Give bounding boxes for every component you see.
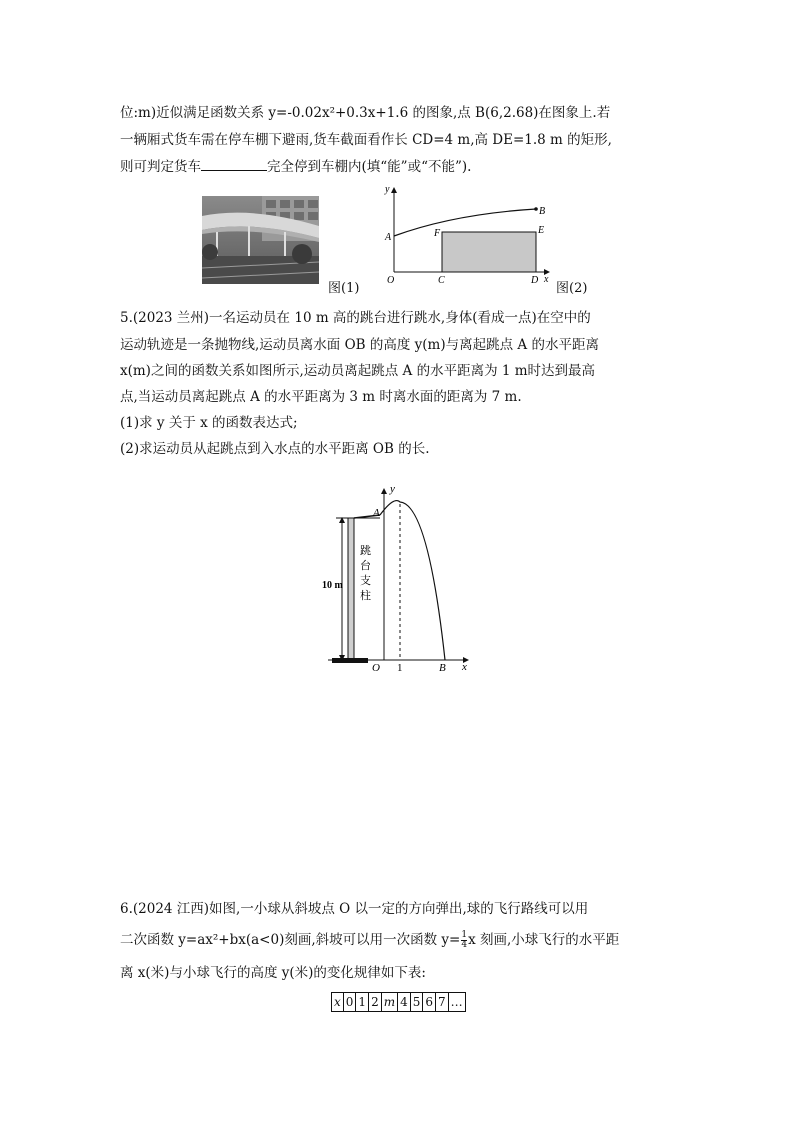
fig1-caption: 图(1) — [328, 281, 360, 296]
p5-question-1: (1)求 y 关于 x 的函数表达式; — [120, 415, 298, 431]
dive-label-height: 10 m — [322, 580, 343, 591]
fig2-label-B: B — [539, 206, 546, 217]
fig2-label-A: A — [385, 232, 392, 243]
tower-pillar — [348, 518, 354, 660]
table-cell: m — [381, 993, 397, 1012]
fraction-denominator: 4 — [461, 940, 468, 950]
fig2-label-F: F — [434, 228, 441, 239]
p4-line-3 — [120, 157, 471, 176]
dive-label-B: B — [439, 662, 446, 674]
p5-line-4: 点,当运动员离起跳点 A 的水平距离为 3 m 时离水面的距离为 7 m. — [120, 389, 522, 405]
fig2-label-C: C — [438, 275, 445, 286]
p5-line-1: 5.(2023 兰州)一名运动员在 10 m 高的跳台进行跳水,身体(看成一点)在空中的 — [120, 310, 591, 326]
p6-line-3: 离 x(米)与小球飞行的高度 y(米)的变化规律如下表: — [120, 965, 426, 981]
table-cell: 0 — [343, 993, 356, 1012]
dive-label-1: 1 — [397, 662, 403, 674]
table-cell: 1 — [356, 993, 369, 1012]
fig2-caption: 图(2) — [556, 281, 588, 296]
table-cell: 5 — [410, 993, 423, 1012]
diving-figure — [318, 484, 478, 676]
p5-question-2: (2)求运动员从起跳点到入水点的水平距离 OB 的长. — [120, 441, 430, 457]
dive-label-y: y — [390, 484, 395, 495]
p4-line-1: 位:m)近似满足函数关系 y=-0.02x²+0.3x+1.6 的图象,点 B(6,2.68)在图象上.若 — [120, 105, 611, 121]
fig2-label-y: y — [385, 184, 390, 195]
dive-label-x: x — [462, 661, 467, 673]
carport-photo — [202, 196, 319, 284]
p4-line-3-a: 则可判定货车 — [120, 159, 201, 175]
table-row — [332, 993, 466, 1012]
fig2-label-O: O — [387, 275, 395, 286]
tower-char-1: 跳 — [360, 545, 371, 557]
table-cell: 2 — [369, 993, 382, 1012]
p5-line-2: 运动轨迹是一条抛物线,运动员离水面 OB 的高度 y(m)与离起跳点 A 的水平距离 — [120, 337, 599, 353]
fraction-one-quarter — [461, 931, 467, 950]
fig2-label-x: x — [544, 274, 549, 285]
table-cell: 7 — [436, 993, 449, 1012]
answer-blank — [201, 157, 267, 171]
tower-char-4: 柱 — [360, 590, 371, 602]
tower-char-3: 支 — [360, 575, 371, 587]
tower-base — [332, 658, 368, 663]
p4-line-3-b: 完全停到车棚内(填“能”或“不能”). — [267, 159, 472, 175]
table-cell: … — [448, 993, 465, 1012]
p6-line-1: 6.(2024 江西)如图,一小球从斜坡点 O 以一定的方向弹出,球的飞行路线可以用 — [120, 901, 589, 917]
fraction-numerator: 1 — [461, 930, 468, 940]
dive-label-O: O — [372, 662, 380, 674]
value-table — [331, 992, 466, 1012]
truck-rectangle — [442, 232, 536, 272]
table-cell: x — [332, 993, 344, 1012]
p4-line-2: 一辆厢式货车需在停车棚下避雨,货车截面看作长 CD=4 m,高 DE=1.8 m 的矩形, — [120, 132, 612, 148]
p5-line-3: x(m)之间的函数关系如图所示,运动员离起跳点 A 的水平距离为 1 m时达到最高 — [120, 363, 596, 379]
p6-line-2-b: x 刻画,小球飞行的水平距 — [468, 932, 620, 948]
table-cell: 6 — [423, 993, 436, 1012]
p6-line-2-a: 二次函数 y=ax²+bx(a<0)刻画,斜坡可以用一次函数 y= — [120, 932, 461, 948]
dive-parabola — [380, 501, 445, 660]
p6-line-2 — [120, 931, 619, 950]
fig2-label-E: E — [538, 225, 545, 236]
dive-label-A: A — [373, 507, 380, 519]
fig2-label-D: D — [531, 275, 539, 286]
fig2-graph — [374, 180, 554, 288]
tower-char-2: 台 — [360, 560, 371, 572]
point-B — [534, 207, 538, 211]
table-cell: 4 — [398, 993, 411, 1012]
